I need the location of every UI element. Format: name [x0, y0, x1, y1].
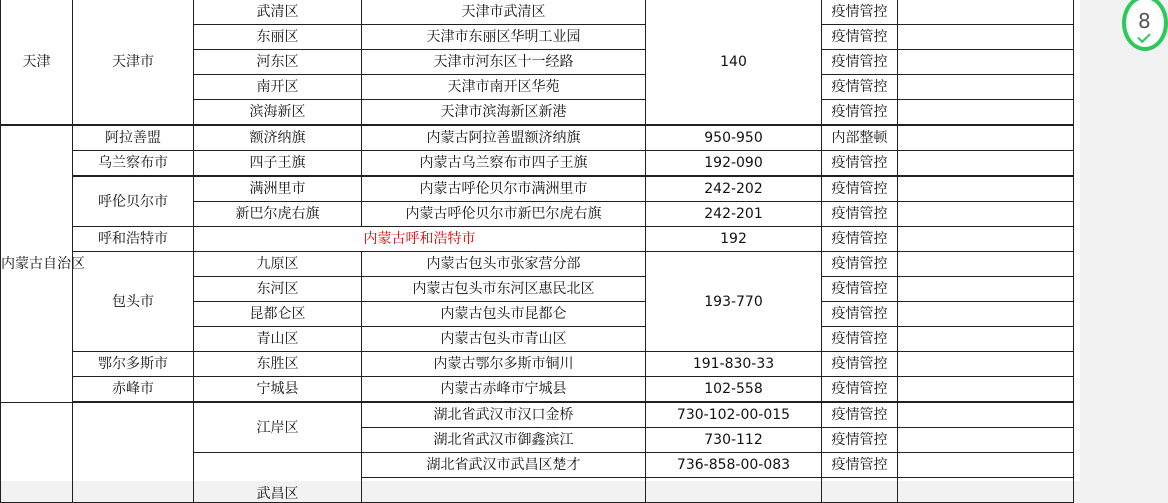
status-cell[interactable]: 疫情管控 — [822, 252, 898, 277]
address-cell[interactable]: 内蒙古包头市昆都仑 — [362, 302, 646, 327]
empty-cell[interactable] — [898, 25, 1074, 50]
code-cell[interactable]: 193-770 — [646, 252, 822, 352]
floating-progress-badge[interactable] — [1122, 0, 1168, 51]
address-cell[interactable]: 内蒙古鄂尔多斯市铜川 — [362, 352, 646, 377]
empty-cell[interactable] — [898, 252, 1074, 277]
status-cell[interactable]: 疫情管控 — [822, 302, 898, 327]
address-cell[interactable]: 内蒙古包头市东河区惠民北区 — [362, 277, 646, 302]
address-cell[interactable]: 内蒙古赤峰市宁城县 — [362, 377, 646, 403]
empty-cell[interactable] — [898, 202, 1074, 227]
code-cell[interactable]: 140 — [646, 0, 822, 125]
district-cell[interactable]: 南开区 — [194, 75, 362, 100]
city-cell[interactable]: 呼和浩特市 — [73, 227, 194, 252]
table-row — [1, 151, 1074, 177]
empty-cell[interactable] — [898, 75, 1074, 100]
empty-cell[interactable] — [898, 327, 1074, 352]
status-cell[interactable] — [822, 478, 898, 503]
district-cell[interactable]: 河东区 — [194, 50, 362, 75]
city-cell[interactable]: 乌兰察布市 — [73, 151, 194, 177]
code-cell[interactable]: 102-558 — [646, 377, 822, 403]
status-cell[interactable]: 疫情管控 — [822, 402, 898, 428]
empty-cell[interactable] — [898, 302, 1074, 327]
code-cell[interactable]: 191-830-33 — [646, 352, 822, 377]
status-cell[interactable]: 疫情管控 — [822, 453, 898, 478]
address-cell[interactable]: 内蒙古包头市张家营分部 — [362, 252, 646, 277]
district-cell[interactable]: 东胜区 — [194, 352, 362, 377]
table-row — [1, 402, 1074, 428]
empty-cell[interactable] — [898, 50, 1074, 75]
status-cell[interactable]: 疫情管控 — [822, 202, 898, 227]
city-cell[interactable]: 赤峰市 — [73, 377, 194, 403]
province-cell[interactable] — [1, 402, 73, 503]
status-cell[interactable]: 疫情管控 — [822, 377, 898, 403]
district-cell[interactable]: 江岸区 — [194, 402, 362, 453]
status-cell[interactable]: 内部整顿 — [822, 125, 898, 151]
status-cell[interactable]: 疫情管控 — [822, 428, 898, 453]
district-cell[interactable]: 青山区 — [194, 327, 362, 352]
city-cell[interactable] — [73, 402, 194, 503]
address-cell[interactable]: 天津市南开区华苑 — [362, 75, 646, 100]
address-cell[interactable]: 内蒙古呼伦贝尔市新巴尔虎右旗 — [362, 202, 646, 227]
table-row — [1, 352, 1074, 377]
district-cell[interactable]: 宁城县 — [194, 377, 362, 403]
status-cell[interactable]: 疫情管控 — [822, 100, 898, 126]
empty-cell[interactable] — [898, 176, 1074, 202]
table-row — [1, 0, 1074, 25]
empty-cell[interactable] — [898, 100, 1074, 126]
district-cell[interactable]: 东丽区 — [194, 25, 362, 50]
address-cell[interactable]: 湖北省武汉市武昌区楚才 — [362, 453, 646, 478]
code-cell[interactable]: 736-858-00-083 — [646, 453, 822, 478]
address-cell[interactable]: 内蒙古呼伦贝尔市满洲里市 — [362, 176, 646, 202]
district-cell[interactable]: 九原区 — [194, 252, 362, 277]
address-cell[interactable] — [362, 478, 646, 503]
empty-cell[interactable] — [898, 277, 1074, 302]
empty-cell[interactable] — [898, 377, 1074, 403]
district-cell[interactable]: 武昌区 — [194, 453, 362, 503]
code-cell[interactable]: 242-202 — [646, 176, 822, 202]
empty-cell[interactable] — [898, 125, 1074, 151]
district-cell[interactable]: 额济纳旗 — [194, 125, 362, 151]
table-row — [1, 227, 1074, 252]
code-cell[interactable]: 730-102-00-015 — [646, 402, 822, 428]
code-cell[interactable]: 242-201 — [646, 202, 822, 227]
status-cell[interactable]: 疫情管控 — [822, 227, 898, 252]
empty-cell[interactable] — [898, 428, 1074, 453]
status-cell[interactable]: 疫情管控 — [822, 75, 898, 100]
city-cell[interactable]: 天津市 — [73, 0, 194, 125]
district-cell[interactable]: 新巴尔虎右旗 — [194, 202, 362, 227]
status-cell[interactable]: 疫情管控 — [822, 0, 898, 25]
address-cell[interactable]: 湖北省武汉市御鑫滨江 — [362, 428, 646, 453]
address-cell[interactable]: 天津市东丽区华明工业园 — [362, 25, 646, 50]
status-cell[interactable]: 疫情管控 — [822, 50, 898, 75]
province-cell[interactable]: 天津 — [1, 0, 73, 125]
address-cell-highlight[interactable]: 内蒙古呼和浩特市 — [194, 227, 646, 252]
district-cell[interactable]: 满洲里市 — [194, 176, 362, 202]
address-cell[interactable]: 内蒙古包头市青山区 — [362, 327, 646, 352]
badge-number: 8 — [1138, 9, 1151, 33]
empty-cell[interactable] — [898, 453, 1074, 478]
status-cell[interactable]: 疫情管控 — [822, 176, 898, 202]
code-cell[interactable]: 730-112 — [646, 428, 822, 453]
status-cell[interactable]: 疫情管控 — [822, 151, 898, 177]
code-cell[interactable]: 192-090 — [646, 151, 822, 177]
empty-cell[interactable] — [898, 402, 1074, 428]
address-cell[interactable]: 天津市滨海新区新港 — [362, 100, 646, 126]
empty-cell[interactable] — [898, 478, 1074, 503]
district-cell[interactable]: 昆都仑区 — [194, 302, 362, 327]
address-cell[interactable]: 天津市武清区 — [362, 0, 646, 25]
city-cell[interactable]: 包头市 — [73, 252, 194, 352]
table-row — [1, 176, 1074, 202]
table-row — [1, 377, 1074, 403]
district-cell[interactable]: 武清区 — [194, 0, 362, 25]
empty-cell[interactable] — [898, 151, 1074, 177]
address-cell[interactable]: 湖北省武汉市汉口金桥 — [362, 402, 646, 428]
table-row — [1, 252, 1074, 277]
city-cell[interactable]: 鄂尔多斯市 — [73, 352, 194, 377]
district-cell[interactable]: 四子王旗 — [194, 151, 362, 177]
status-cell[interactable]: 疫情管控 — [822, 277, 898, 302]
code-cell[interactable]: 192 — [646, 227, 822, 252]
status-cell[interactable]: 疫情管控 — [822, 352, 898, 377]
empty-cell[interactable] — [898, 352, 1074, 377]
code-cell[interactable] — [646, 478, 822, 503]
district-cell[interactable]: 东河区 — [194, 277, 362, 302]
table-row — [1, 125, 1074, 151]
empty-cell[interactable] — [898, 227, 1074, 252]
city-cell[interactable]: 呼伦贝尔市 — [73, 176, 194, 227]
empty-cell[interactable] — [898, 0, 1074, 25]
address-cell[interactable]: 内蒙古阿拉善盟额济纳旗 — [362, 125, 646, 151]
address-cell[interactable]: 内蒙古乌兰察布市四子王旗 — [362, 151, 646, 177]
code-cell[interactable]: 950-950 — [646, 125, 822, 151]
district-cell[interactable]: 滨海新区 — [194, 100, 362, 126]
province-cell[interactable]: 内蒙古自治区 — [1, 125, 73, 402]
status-cell[interactable]: 疫情管控 — [822, 327, 898, 352]
status-cell[interactable]: 疫情管控 — [822, 25, 898, 50]
city-cell[interactable]: 阿拉善盟 — [73, 125, 194, 151]
address-cell[interactable]: 天津市河东区十一经路 — [362, 50, 646, 75]
